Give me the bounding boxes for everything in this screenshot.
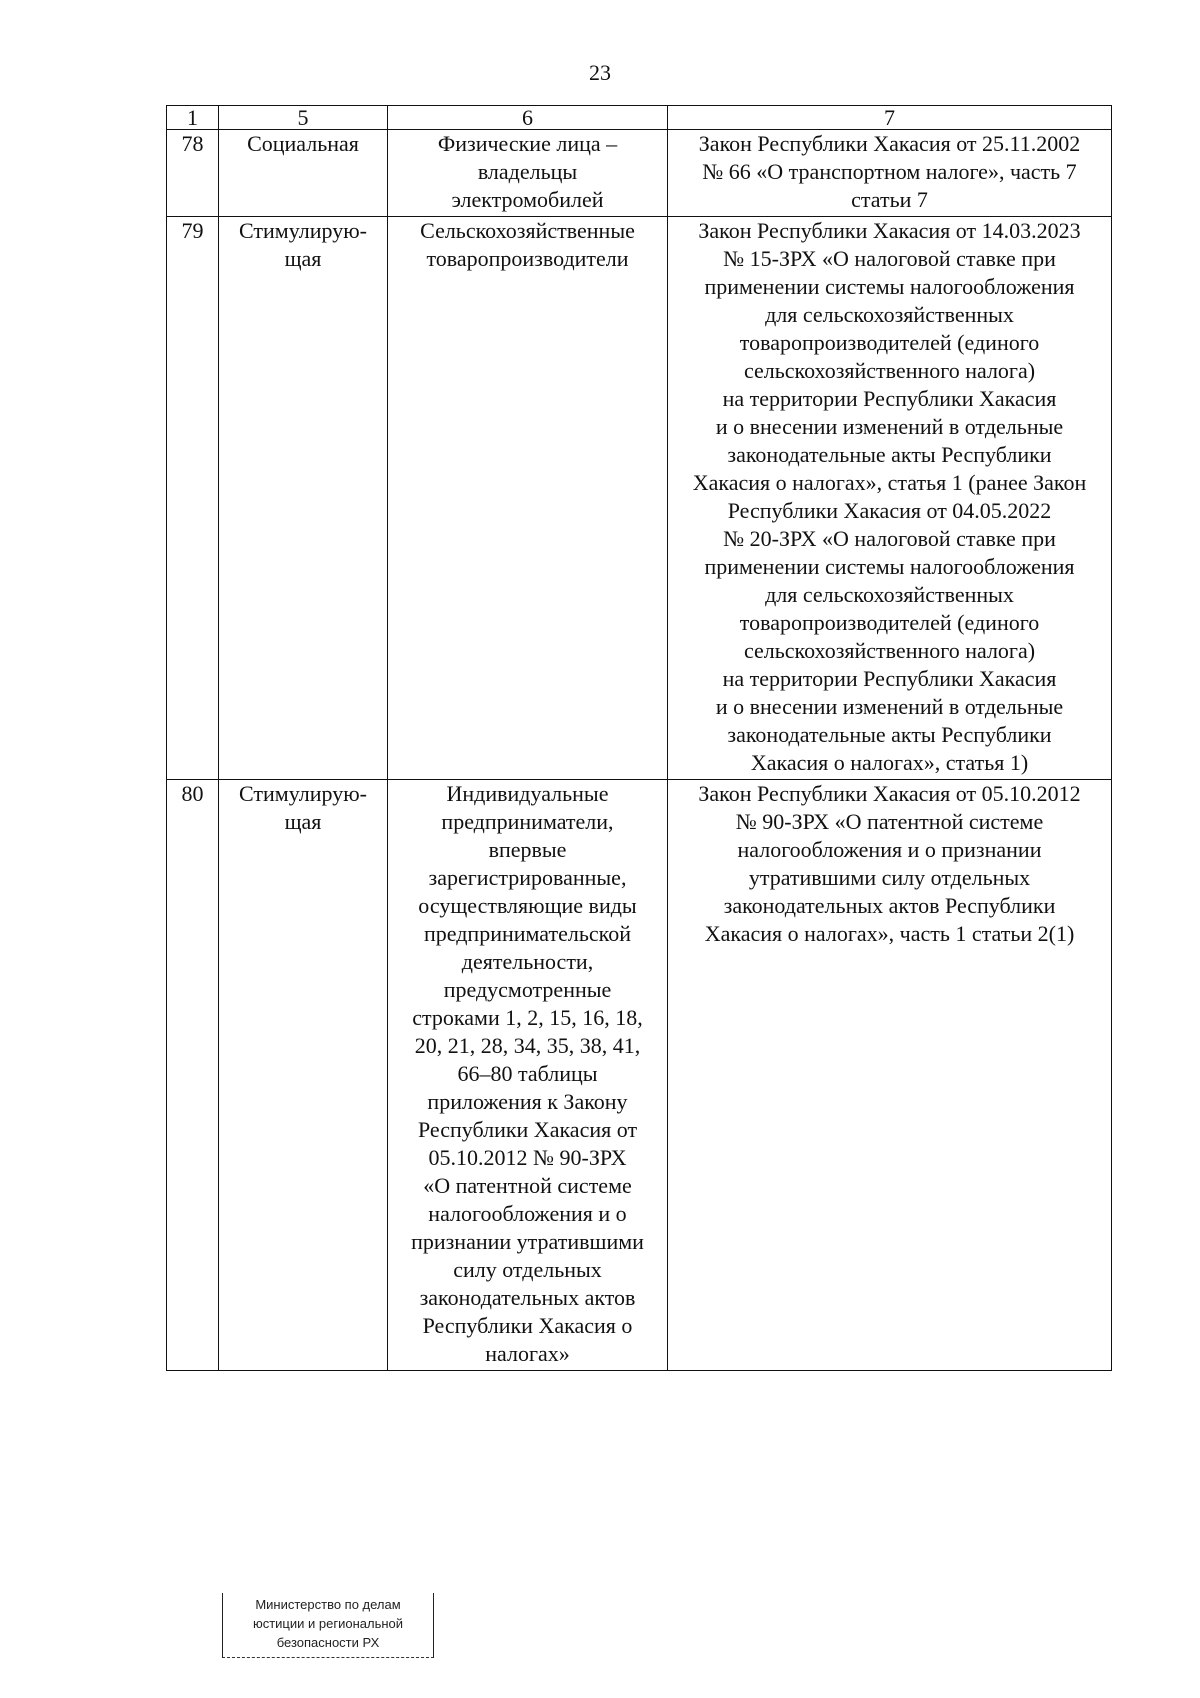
recipients-cell: [388, 780, 668, 1371]
table-row: [167, 217, 1112, 780]
benefits-table: [166, 105, 1112, 1371]
recipients: Сельскохозяйственные товаропроизводители: [420, 218, 635, 271]
row-number-cell: [167, 780, 219, 1371]
stamp-line-1: Министерство по делам: [255, 1597, 401, 1612]
header-cell-6: 6: [388, 106, 668, 130]
row-number: 79: [181, 218, 204, 243]
row-number-cell: [167, 130, 219, 217]
row-number-cell: [167, 217, 219, 780]
header-cell-1: 1: [167, 106, 219, 130]
benefit-type-cell: [219, 217, 388, 780]
benefit-type: Стимулирую- щая: [239, 781, 367, 834]
law-cell: [668, 130, 1112, 217]
recipients-cell: [388, 130, 668, 217]
law-cell: [668, 780, 1112, 1371]
ministry-stamp: [222, 1593, 434, 1658]
table-row: [167, 130, 1112, 217]
recipients-cell: [388, 217, 668, 780]
benefit-type: Социальная: [247, 131, 359, 156]
row-number: 78: [181, 131, 204, 156]
table-header-row: [167, 106, 1112, 130]
law-reference: Закон Республики Хакасия от 25.11.2002 № 66 «О транспортном налоге», часть 7 статьи 7: [698, 131, 1081, 212]
benefit-type-cell: [219, 780, 388, 1371]
benefit-type: Стимулирую- щая: [239, 218, 367, 271]
benefit-type-cell: [219, 130, 388, 217]
law-cell: [668, 217, 1112, 780]
law-reference: Закон Республики Хакасия от 14.03.2023 № 15-ЗРХ «О налоговой ставке при применении системы налогообложения для сельскохозяйственных товаропроизводителей (единого сельскохозяйственного налога) на территории Республики Хакасия и о внесении изменений в отдельные законодательные акты Республики Хакасия о налогах», статья 1 (ранее Закон Республики Хакасия от 04.05.2022 № 20-ЗРХ «О налоговой ставке при применении системы налогообложения для сельскохозяйственных товаропроизводителей (единого сельскохозяйственного налога) на территории Республики Хакасия и о внесении изменений в отдельные законодательные акты Республики Хакасия о налогах», статья 1): [692, 218, 1087, 775]
table-row: [167, 780, 1112, 1371]
stamp-line-3: безопасности РХ: [276, 1635, 380, 1650]
law-reference: Закон Республики Хакасия от 05.10.2012 № 90-ЗРХ «О патентной системе налогообложения и о признании утратившими силу отдельных законодательных актов Республики Хакасия о налогах», часть 1 статьи 2(1): [698, 781, 1081, 946]
header-cell-7: 7: [668, 106, 1112, 130]
row-number: 80: [181, 781, 204, 806]
recipients: Физические лица – владельцы электромобилей: [437, 131, 618, 212]
recipients: Индивидуальные предприниматели, впервые зарегистрированные, осуществляющие виды предпринимательской деятельности, предусмотренные строками 1, 2, 15, 16, 18, 20, 21, 28, 34, 35, 38, 41, 66–80 таблицы приложения к Закону Республики Хакасия от 05.10.2012 № 90-ЗРХ «О патентной системе налогообложения и о признании утратившими силу отдельных законодательных актов Республики Хакасия о налогах»: [411, 781, 644, 1366]
stamp-line-2: юстиции и региональной: [252, 1616, 404, 1631]
page-number: 23: [589, 60, 611, 85]
header-cell-5: 5: [219, 106, 388, 130]
